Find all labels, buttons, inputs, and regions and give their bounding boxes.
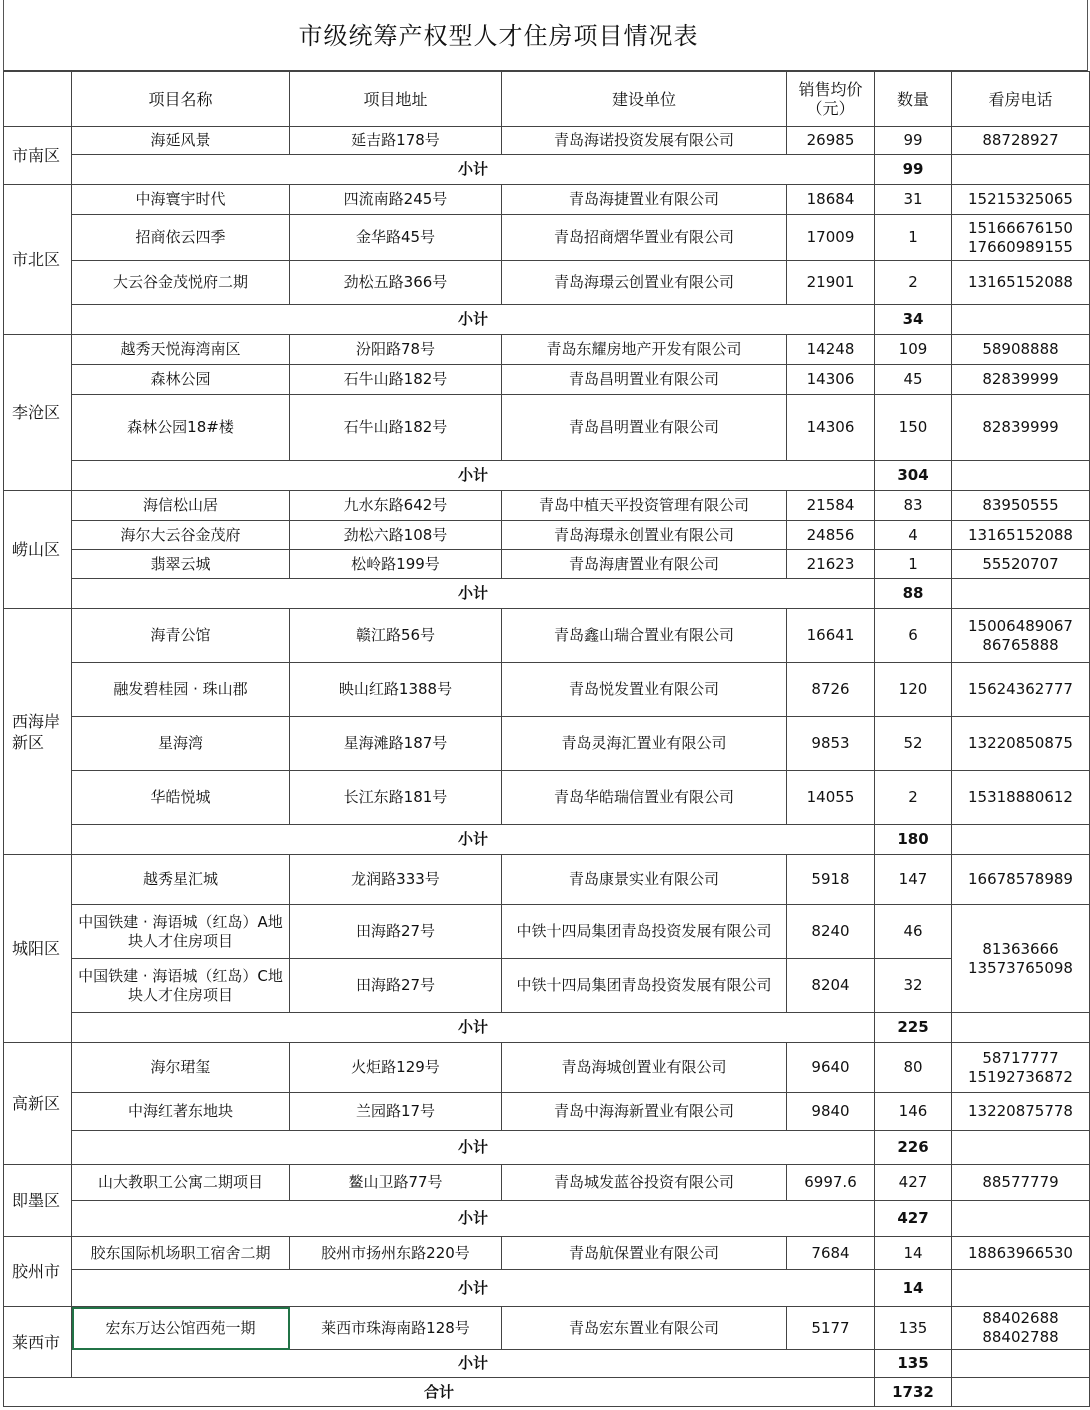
quantity[interactable]: 146 bbox=[875, 1093, 952, 1131]
subtotal-phone-empty[interactable] bbox=[952, 1201, 1090, 1237]
quantity[interactable]: 45 bbox=[875, 365, 952, 395]
viewing-phone[interactable]: 82839999 bbox=[952, 365, 1090, 395]
table-row bbox=[4, 127, 1090, 155]
table-row bbox=[4, 771, 1090, 825]
developer[interactable]: 青岛东耀房地产开发有限公司 bbox=[502, 335, 787, 365]
table-row bbox=[4, 521, 1090, 550]
quantity[interactable]: 46 bbox=[875, 905, 952, 959]
viewing-phone[interactable]: 82839999 bbox=[952, 395, 1090, 461]
quantity[interactable]: 6 bbox=[875, 609, 952, 663]
average-price[interactable]: 7684 bbox=[787, 1237, 875, 1270]
average-price[interactable]: 18684 bbox=[787, 185, 875, 215]
quantity[interactable]: 14 bbox=[875, 1237, 952, 1270]
table-row bbox=[4, 395, 1090, 461]
project-address[interactable]: 长江东路181号 bbox=[290, 771, 502, 825]
project-name[interactable]: 中海寰宇时代 bbox=[72, 185, 290, 215]
subtotal-label[interactable]: 小计 bbox=[72, 1350, 875, 1378]
total-quantity[interactable]: 1732 bbox=[875, 1378, 952, 1407]
district-name[interactable]: 高新区 bbox=[4, 1043, 72, 1165]
district-name[interactable]: 市南区 bbox=[4, 127, 72, 185]
subtotal-phone-empty[interactable] bbox=[952, 1270, 1090, 1307]
average-price[interactable]: 9853 bbox=[787, 717, 875, 771]
quantity[interactable]: 83 bbox=[875, 491, 952, 521]
developer[interactable]: 青岛中植天平投资管理有限公司 bbox=[502, 491, 787, 521]
header-developer[interactable]: 建设单位 bbox=[502, 72, 787, 127]
project-address[interactable]: 胶州市扬州东路220号 bbox=[290, 1237, 502, 1270]
table-row bbox=[4, 905, 1090, 959]
developer[interactable]: 青岛昌明置业有限公司 bbox=[502, 395, 787, 461]
subtotal-quantity[interactable]: 88 bbox=[875, 579, 952, 609]
table-row bbox=[4, 855, 1090, 905]
subtotal-row bbox=[4, 1270, 1090, 1307]
developer[interactable]: 青岛海唐置业有限公司 bbox=[502, 550, 787, 579]
total-row bbox=[4, 1378, 1090, 1407]
developer[interactable]: 青岛航保置业有限公司 bbox=[502, 1237, 787, 1270]
viewing-phone[interactable]: 88728927 bbox=[952, 127, 1090, 155]
viewing-phone[interactable]: 15624362777 bbox=[952, 663, 1090, 717]
project-address[interactable]: 星海滩路187号 bbox=[290, 717, 502, 771]
viewing-phone[interactable]: 88402688 88402788 bbox=[952, 1307, 1090, 1350]
average-price[interactable]: 14248 bbox=[787, 335, 875, 365]
viewing-phone[interactable]: 83950555 bbox=[952, 491, 1090, 521]
table-row bbox=[4, 1093, 1090, 1131]
project-address[interactable]: 龙润路333号 bbox=[290, 855, 502, 905]
subtotal-label[interactable]: 小计 bbox=[72, 1201, 875, 1237]
table-row bbox=[4, 491, 1090, 521]
developer[interactable]: 青岛宏东置业有限公司 bbox=[502, 1307, 787, 1350]
project-address[interactable]: 赣江路56号 bbox=[290, 609, 502, 663]
table-row bbox=[4, 185, 1090, 215]
project-name[interactable]: 中海红著东地块 bbox=[72, 1093, 290, 1131]
subtotal-row bbox=[4, 305, 1090, 335]
project-name[interactable]: 招商依云四季 bbox=[72, 215, 290, 261]
table-row bbox=[4, 365, 1090, 395]
average-price[interactable]: 21584 bbox=[787, 491, 875, 521]
developer[interactable]: 青岛海捷置业有限公司 bbox=[502, 185, 787, 215]
project-name[interactable]: 越秀天悦海湾南区 bbox=[72, 335, 290, 365]
developer[interactable]: 青岛海璟云创置业有限公司 bbox=[502, 261, 787, 305]
subtotal-quantity[interactable]: 225 bbox=[875, 1013, 952, 1043]
developer[interactable]: 青岛鑫山瑞合置业有限公司 bbox=[502, 609, 787, 663]
average-price[interactable]: 14055 bbox=[787, 771, 875, 825]
sheet-title: 市级统筹产权型人才住房项目情况表 bbox=[298, 21, 699, 50]
district-name[interactable]: 市北区 bbox=[4, 185, 72, 335]
project-name[interactable]: 宏东万达公馆西苑一期 bbox=[72, 1307, 290, 1350]
subtotal-label[interactable]: 小计 bbox=[72, 825, 875, 855]
viewing-phone[interactable]: 81363666 13573765098 bbox=[952, 905, 1090, 1013]
quantity[interactable]: 80 bbox=[875, 1043, 952, 1093]
header-project-address[interactable]: 项目地址 bbox=[290, 72, 502, 127]
project-address[interactable]: 映山红路1388号 bbox=[290, 663, 502, 717]
district-name[interactable]: 崂山区 bbox=[4, 491, 72, 609]
project-address[interactable]: 兰园路17号 bbox=[290, 1093, 502, 1131]
subtotal-row bbox=[4, 1013, 1090, 1043]
quantity[interactable]: 135 bbox=[875, 1307, 952, 1350]
average-price[interactable]: 8726 bbox=[787, 663, 875, 717]
average-price[interactable]: 8240 bbox=[787, 905, 875, 959]
quantity[interactable]: 1 bbox=[875, 550, 952, 579]
subtotal-row bbox=[4, 1201, 1090, 1237]
viewing-phone[interactable]: 18863966530 bbox=[952, 1237, 1090, 1270]
total-label[interactable]: 合计 bbox=[4, 1378, 875, 1407]
project-name[interactable]: 融发碧桂园 · 珠山郡 bbox=[72, 663, 290, 717]
project-name[interactable]: 海尔珺玺 bbox=[72, 1043, 290, 1093]
developer[interactable]: 青岛中海海新置业有限公司 bbox=[502, 1093, 787, 1131]
table-row bbox=[4, 550, 1090, 579]
subtotal-row bbox=[4, 825, 1090, 855]
project-name[interactable]: 华皓悦城 bbox=[72, 771, 290, 825]
table-row bbox=[4, 261, 1090, 305]
developer[interactable]: 青岛招商熠华置业有限公司 bbox=[502, 215, 787, 261]
subtotal-quantity[interactable]: 304 bbox=[875, 461, 952, 491]
viewing-phone[interactable]: 13220850875 bbox=[952, 717, 1090, 771]
sheet-title-cell[interactable] bbox=[3, 0, 1088, 71]
subtotal-quantity[interactable]: 14 bbox=[875, 1270, 952, 1307]
project-name[interactable]: 翡翠云城 bbox=[72, 550, 290, 579]
housing-projects-table bbox=[3, 71, 1090, 1407]
project-address[interactable]: 石牛山路182号 bbox=[290, 395, 502, 461]
project-name[interactable]: 越秀星汇城 bbox=[72, 855, 290, 905]
viewing-phone[interactable]: 15215325065 bbox=[952, 185, 1090, 215]
average-price[interactable]: 14306 bbox=[787, 395, 875, 461]
subtotal-quantity[interactable]: 34 bbox=[875, 305, 952, 335]
average-price[interactable]: 5177 bbox=[787, 1307, 875, 1350]
header-viewing-phone[interactable]: 看房电话 bbox=[952, 72, 1090, 127]
project-address[interactable]: 劲松五路366号 bbox=[290, 261, 502, 305]
subtotal-quantity[interactable]: 427 bbox=[875, 1201, 952, 1237]
subtotal-phone-empty[interactable] bbox=[952, 1131, 1090, 1165]
table-row bbox=[4, 663, 1090, 717]
quantity[interactable]: 150 bbox=[875, 395, 952, 461]
project-name[interactable]: 中国铁建 · 海语城（红岛）C地块人才住房项目 bbox=[72, 959, 290, 1013]
subtotal-label[interactable]: 小计 bbox=[72, 1013, 875, 1043]
average-price[interactable]: 24856 bbox=[787, 521, 875, 550]
viewing-phone[interactable]: 13165152088 bbox=[952, 261, 1090, 305]
subtotal-quantity[interactable]: 99 bbox=[875, 155, 952, 185]
header-project-name[interactable]: 项目名称 bbox=[72, 72, 290, 127]
developer[interactable]: 青岛华皓瑞信置业有限公司 bbox=[502, 771, 787, 825]
header-row bbox=[4, 72, 1090, 127]
average-price[interactable]: 6997.6 bbox=[787, 1165, 875, 1201]
developer[interactable]: 中铁十四局集团青岛投资发展有限公司 bbox=[502, 959, 787, 1013]
district-name[interactable]: 莱西市 bbox=[4, 1307, 72, 1378]
subtotal-row bbox=[4, 1350, 1090, 1378]
subtotal-phone-empty[interactable] bbox=[952, 461, 1090, 491]
quantity[interactable]: 99 bbox=[875, 127, 952, 155]
developer[interactable]: 青岛海诺投资发展有限公司 bbox=[502, 127, 787, 155]
subtotal-phone-empty[interactable] bbox=[952, 1013, 1090, 1043]
quantity[interactable]: 120 bbox=[875, 663, 952, 717]
quantity[interactable]: 1 bbox=[875, 215, 952, 261]
subtotal-label[interactable]: 小计 bbox=[72, 579, 875, 609]
quantity[interactable]: 147 bbox=[875, 855, 952, 905]
viewing-phone[interactable]: 16678578989 bbox=[952, 855, 1090, 905]
subtotal-phone-empty[interactable] bbox=[952, 305, 1090, 335]
project-address[interactable]: 松岭路199号 bbox=[290, 550, 502, 579]
viewing-phone[interactable]: 15318880612 bbox=[952, 771, 1090, 825]
project-address[interactable]: 汾阳路78号 bbox=[290, 335, 502, 365]
project-name[interactable]: 中国铁建 · 海语城（红岛）A地块人才住房项目 bbox=[72, 905, 290, 959]
project-address[interactable]: 石牛山路182号 bbox=[290, 365, 502, 395]
developer[interactable]: 青岛城发蓝谷投资有限公司 bbox=[502, 1165, 787, 1201]
viewing-phone[interactable]: 88577779 bbox=[952, 1165, 1090, 1201]
project-address[interactable]: 劲松六路108号 bbox=[290, 521, 502, 550]
developer[interactable]: 青岛悦发置业有限公司 bbox=[502, 663, 787, 717]
table-row bbox=[4, 1043, 1090, 1093]
quantity[interactable]: 31 bbox=[875, 185, 952, 215]
subtotal-row bbox=[4, 461, 1090, 491]
average-price[interactable]: 17009 bbox=[787, 215, 875, 261]
project-address[interactable]: 田海路27号 bbox=[290, 959, 502, 1013]
header-average-price[interactable]: 销售均价（元） bbox=[787, 72, 875, 127]
project-name[interactable]: 海信松山居 bbox=[72, 491, 290, 521]
quantity[interactable]: 2 bbox=[875, 771, 952, 825]
quantity[interactable]: 4 bbox=[875, 521, 952, 550]
viewing-phone[interactable]: 55520707 bbox=[952, 550, 1090, 579]
subtotal-row bbox=[4, 155, 1090, 185]
table-row bbox=[4, 215, 1090, 261]
project-name[interactable]: 胶东国际机场职工宿舍二期 bbox=[72, 1237, 290, 1270]
viewing-phone[interactable]: 58717777 15192736872 bbox=[952, 1043, 1090, 1093]
quantity[interactable]: 52 bbox=[875, 717, 952, 771]
table-row bbox=[4, 717, 1090, 771]
quantity[interactable]: 2 bbox=[875, 261, 952, 305]
project-name[interactable]: 海青公馆 bbox=[72, 609, 290, 663]
viewing-phone[interactable]: 15006489067 86765888 bbox=[952, 609, 1090, 663]
district-name[interactable]: 西海岸新区 bbox=[4, 609, 72, 855]
subtotal-phone-empty[interactable] bbox=[952, 825, 1090, 855]
table-row bbox=[4, 609, 1090, 663]
viewing-phone[interactable]: 13165152088 bbox=[952, 521, 1090, 550]
average-price[interactable]: 26985 bbox=[787, 127, 875, 155]
project-address[interactable]: 金华路45号 bbox=[290, 215, 502, 261]
project-name[interactable]: 海延风景 bbox=[72, 127, 290, 155]
developer[interactable]: 青岛昌明置业有限公司 bbox=[502, 365, 787, 395]
project-address[interactable]: 田海路27号 bbox=[290, 905, 502, 959]
average-price[interactable]: 16641 bbox=[787, 609, 875, 663]
subtotal-quantity[interactable]: 226 bbox=[875, 1131, 952, 1165]
table-row bbox=[4, 1237, 1090, 1270]
subtotal-label[interactable]: 小计 bbox=[72, 1270, 875, 1307]
average-price[interactable]: 8204 bbox=[787, 959, 875, 1013]
subtotal-row bbox=[4, 579, 1090, 609]
table-row bbox=[4, 335, 1090, 365]
subtotal-quantity[interactable]: 180 bbox=[875, 825, 952, 855]
developer[interactable]: 青岛康景实业有限公司 bbox=[502, 855, 787, 905]
subtotal-label[interactable]: 小计 bbox=[72, 305, 875, 335]
header-quantity[interactable]: 数量 bbox=[875, 72, 952, 127]
project-address[interactable]: 莱西市珠海南路128号 bbox=[290, 1307, 502, 1350]
average-price[interactable]: 9840 bbox=[787, 1093, 875, 1131]
quantity[interactable]: 427 bbox=[875, 1165, 952, 1201]
table-row bbox=[4, 1165, 1090, 1201]
quantity[interactable]: 109 bbox=[875, 335, 952, 365]
viewing-phone[interactable]: 13220875778 bbox=[952, 1093, 1090, 1131]
developer[interactable]: 中铁十四局集团青岛投资发展有限公司 bbox=[502, 905, 787, 959]
viewing-phone[interactable]: 15166676150 17660989155 bbox=[952, 215, 1090, 261]
project-name[interactable]: 森林公园18#楼 bbox=[72, 395, 290, 461]
project-address[interactable]: 延吉路178号 bbox=[290, 127, 502, 155]
district-name[interactable]: 李沧区 bbox=[4, 335, 72, 491]
average-price[interactable]: 21623 bbox=[787, 550, 875, 579]
developer[interactable]: 青岛海璟永创置业有限公司 bbox=[502, 521, 787, 550]
table-row bbox=[4, 1307, 1090, 1350]
project-address[interactable]: 九水东路642号 bbox=[290, 491, 502, 521]
project-address[interactable]: 四流南路245号 bbox=[290, 185, 502, 215]
table-row bbox=[4, 959, 1090, 1013]
project-address[interactable]: 火炬路129号 bbox=[290, 1043, 502, 1093]
project-name[interactable]: 山大教职工公寓二期项目 bbox=[72, 1165, 290, 1201]
average-price[interactable]: 5918 bbox=[787, 855, 875, 905]
district-name[interactable]: 城阳区 bbox=[4, 855, 72, 1043]
developer[interactable]: 青岛海城创置业有限公司 bbox=[502, 1043, 787, 1093]
project-name[interactable]: 星海湾 bbox=[72, 717, 290, 771]
subtotal-label[interactable]: 小计 bbox=[72, 155, 875, 185]
average-price[interactable]: 14306 bbox=[787, 365, 875, 395]
district-name[interactable]: 胶州市 bbox=[4, 1237, 72, 1307]
total-phone-empty[interactable] bbox=[952, 1378, 1090, 1407]
subtotal-quantity[interactable]: 135 bbox=[875, 1350, 952, 1378]
quantity[interactable]: 32 bbox=[875, 959, 952, 1013]
header-district[interactable] bbox=[4, 72, 72, 127]
viewing-phone[interactable]: 58908888 bbox=[952, 335, 1090, 365]
subtotal-label[interactable]: 小计 bbox=[72, 461, 875, 491]
average-price[interactable]: 21901 bbox=[787, 261, 875, 305]
project-name[interactable]: 大云谷金茂悦府二期 bbox=[72, 261, 290, 305]
subtotal-phone-empty[interactable] bbox=[952, 1350, 1090, 1378]
subtotal-phone-empty[interactable] bbox=[952, 579, 1090, 609]
subtotal-row bbox=[4, 1131, 1090, 1165]
table-body bbox=[4, 127, 1090, 1407]
subtotal-label[interactable]: 小计 bbox=[72, 1131, 875, 1165]
developer[interactable]: 青岛灵海汇置业有限公司 bbox=[502, 717, 787, 771]
district-name[interactable]: 即墨区 bbox=[4, 1165, 72, 1237]
project-name[interactable]: 森林公园 bbox=[72, 365, 290, 395]
project-address[interactable]: 鳌山卫路77号 bbox=[290, 1165, 502, 1201]
subtotal-phone-empty[interactable] bbox=[952, 155, 1090, 185]
project-name[interactable]: 海尔大云谷金茂府 bbox=[72, 521, 290, 550]
average-price[interactable]: 9640 bbox=[787, 1043, 875, 1093]
